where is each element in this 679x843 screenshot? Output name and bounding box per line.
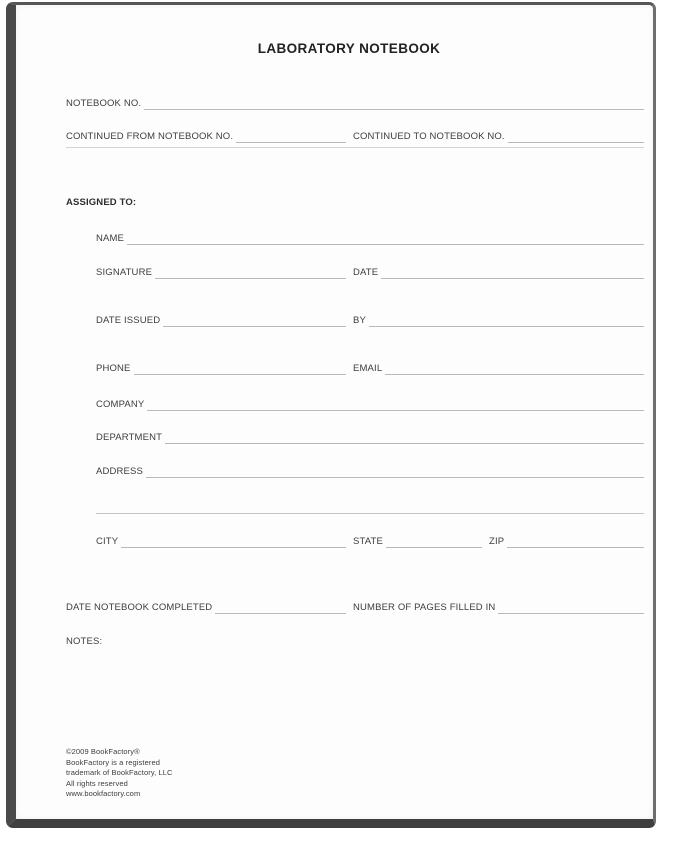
copyright-line-4: All rights reserved xyxy=(66,778,128,788)
field-continued-to xyxy=(353,129,644,143)
continued-to-label: CONTINUED TO NOTEBOOK NO. xyxy=(353,131,505,142)
field-continued-from xyxy=(66,129,346,143)
date-label: DATE xyxy=(353,267,379,278)
phone-label: PHONE xyxy=(96,363,131,374)
page-title: LABORATORY NOTEBOOK xyxy=(257,41,441,56)
field-zip xyxy=(489,534,644,548)
city-label: CITY xyxy=(96,536,119,547)
department-label: DEPARTMENT xyxy=(96,432,163,443)
address-second-blank-line xyxy=(96,513,644,514)
notebook-no-label: NOTEBOOK NO. xyxy=(66,98,142,109)
name-label: NAME xyxy=(96,233,125,244)
date-issued-label: DATE ISSUED xyxy=(96,315,161,326)
notebook-no-blank-line xyxy=(144,98,644,110)
name-blank-line xyxy=(127,233,644,245)
pages-filled-label: NUMBER OF PAGES FILLED IN xyxy=(353,602,496,613)
copyright-block xyxy=(66,747,173,800)
field-department xyxy=(96,430,644,444)
state-label: STATE xyxy=(353,536,383,547)
field-by xyxy=(353,313,644,327)
phone-blank-line xyxy=(134,363,346,375)
state-blank-line xyxy=(386,536,482,548)
field-name xyxy=(96,231,644,245)
by-blank-line xyxy=(369,315,644,327)
field-state xyxy=(353,534,482,548)
field-date-issued xyxy=(96,313,346,327)
copyright-line-2: BookFactory is a registered xyxy=(66,757,160,767)
signature-label: SIGNATURE xyxy=(96,267,153,278)
date-issued-blank-line xyxy=(163,315,346,327)
copyright-line-1: ©2009 BookFactory® xyxy=(66,747,140,756)
continued-row-underline xyxy=(66,147,644,148)
by-label: BY xyxy=(353,315,366,326)
pages-filled-blank-line xyxy=(498,602,644,614)
field-email xyxy=(353,361,644,375)
continued-to-blank-line xyxy=(508,131,644,143)
company-blank-line xyxy=(147,399,644,411)
date-completed-blank-line xyxy=(215,602,346,614)
date-completed-label: DATE NOTEBOOK COMPLETED xyxy=(66,602,213,613)
address-blank-line xyxy=(146,466,644,478)
company-label: COMPANY xyxy=(96,399,145,410)
field-phone xyxy=(96,361,346,375)
department-blank-line xyxy=(165,432,644,444)
field-company xyxy=(96,397,644,411)
form-content xyxy=(32,10,666,822)
zip-blank-line xyxy=(507,536,644,548)
assigned-to-heading: ASSIGNED TO: xyxy=(66,197,137,208)
signature-blank-line xyxy=(155,267,346,279)
zip-label: ZIP xyxy=(489,536,505,547)
field-address xyxy=(96,464,644,478)
copyright-line-3: trademark of BookFactory, LLC xyxy=(66,768,173,778)
date-blank-line xyxy=(381,267,644,279)
field-date-completed xyxy=(66,600,346,614)
email-blank-line xyxy=(385,363,644,375)
notes-heading: NOTES: xyxy=(66,636,103,647)
copyright-line-5: www.bookfactory.com xyxy=(66,789,141,799)
continued-from-label: CONTINUED FROM NOTEBOOK NO. xyxy=(66,131,234,142)
field-signature xyxy=(96,265,346,279)
field-notebook-no xyxy=(66,96,644,110)
city-blank-line xyxy=(121,536,346,548)
email-label: EMAIL xyxy=(353,363,383,374)
field-city xyxy=(96,534,346,548)
notebook-form-sheet xyxy=(6,2,656,828)
address-label: ADDRESS xyxy=(96,466,143,477)
continued-from-blank-line xyxy=(236,131,346,143)
field-date xyxy=(353,265,644,279)
field-pages-filled xyxy=(353,600,644,614)
